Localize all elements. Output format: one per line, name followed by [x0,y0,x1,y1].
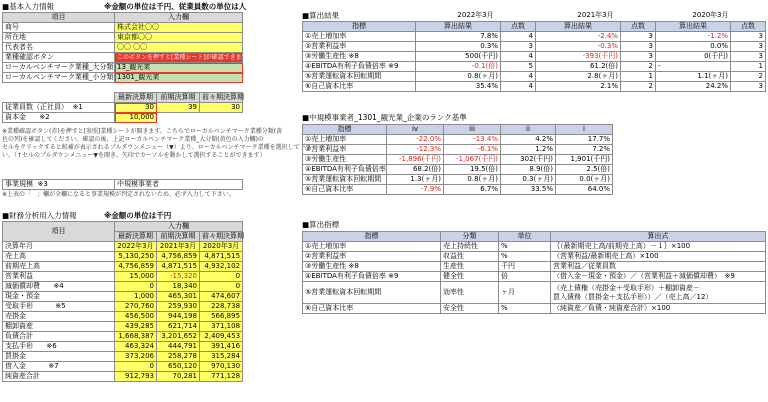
fin-cell[interactable]: 391,416 [200,342,243,352]
fin-row-inventory [3,322,243,332]
results-header-score: 点数 [501,21,536,31]
fin-period-prev2: 前々期決算期 [200,232,243,242]
industry-check-label: 業種確認ボタン [3,53,115,63]
fin-cell[interactable]: 771,128 [200,372,243,382]
bench-value: -1,067(千円) [444,155,501,165]
results-row-label: ②営業利益率 [303,41,416,51]
results-value: -1.2% [656,31,731,41]
fin-cell[interactable]: 650,120 [157,362,200,372]
bench-header-indicator: 指標 [303,125,387,135]
indicator-unit: ヶ月 [499,282,551,304]
results-row-sales-growth [303,31,766,41]
results-score: 3 [731,31,766,41]
blank-cell [3,93,115,103]
results-score: 4 [501,31,536,41]
results-score: 3 [621,41,656,51]
indicator-label: ②営業利益率 [303,252,441,262]
fin-cell[interactable]: 621,714 [157,322,200,332]
indicator-label: ⑥自己資本比率 [303,304,441,314]
fin-row-sales [3,252,243,262]
basic-header-item: 項目 [3,13,115,23]
representative-label: 代表者名 [3,43,115,53]
results-score: 3 [621,51,656,61]
bench-row [303,165,613,175]
fin-cell[interactable]: 258,278 [157,352,200,362]
fin-cell[interactable]: 4,756,859 [157,252,200,262]
indicator-row [303,242,766,252]
indicator-category: 生産性 [441,262,499,272]
bench-value: -13.4% [444,135,501,145]
fin-cell[interactable]: 2022年3月 [115,242,157,252]
results-score: 1 [621,71,656,81]
results-period-2022: 2022年3月 [457,11,494,20]
fin-period-latest: 最新決算期 [115,232,157,242]
indicator-formula: （営業利益/最新期売上高）×100 [551,252,766,262]
bench-value: 8.9(倍) [501,165,556,175]
bench-row-label: ②営業利益率 [303,145,387,155]
results-value: -0.1(倍) [416,61,501,71]
scale-note: ※上表の「 」欄が全欄になると事業規模が判定されないため、必ず入力して下さい。 [2,191,235,198]
instruction-line: 色の列)を確認してください。確認の後、上記ローカルベンチマーク業種_大分類(黄色の入力欄)の [2,136,264,143]
employees-label [3,103,115,113]
results-value: 0(千円) [656,51,731,61]
indicator-unit: 倍 [499,272,551,282]
results-score: 3 [731,51,766,61]
financial-input-table [2,221,243,382]
results-value: 24.2% [656,81,731,91]
fin-cell[interactable]: 0 [200,282,243,292]
blank-cell [303,11,416,21]
indicators-table [302,231,766,314]
results-value: 0.8(ヶ月) [416,71,501,81]
capital-mark: ※2 [39,113,50,121]
basic-header-input: 入力欄 [115,13,243,23]
indicator-label: ⑤営業運転資本回転期間 [303,282,441,304]
fin-cell[interactable]: 474,607 [200,292,243,302]
capital-input[interactable]: 10,000 [115,113,157,123]
results-score: 2 [621,61,656,71]
bench-value: 0.0(ヶ月) [556,175,613,185]
fin-cell[interactable]: 373,206 [115,352,157,362]
fin-cell[interactable]: 4,871,515 [200,252,243,262]
results-value: -0.3% [536,41,621,51]
results-row-ebitda [303,61,766,71]
bench-value: 68.2(倍) [387,165,444,175]
fin-period-prev: 前期決算期 [157,232,200,242]
results-row-working-capital [303,71,766,81]
industry-major-label: ローカルベンチマーク業種_大分類 [3,63,115,73]
results-period-2021: 2021年3月 [577,11,614,20]
fin-row-depreciation [3,282,243,292]
bench-value: 2.5(倍) [556,165,613,175]
bench-value: 17.7% [556,135,613,145]
industry-instructions [2,128,312,160]
results-score: 3 [731,81,766,91]
bench-row [303,135,613,145]
results-period-2020: 2020年3月 [692,11,729,20]
results-row-label: ③労働生産性 ※8 [303,51,416,61]
indicator-row [303,304,766,314]
fin-row-label [3,302,115,312]
indicators-section-title: ■算出指標 [302,220,340,229]
bench-row-label: ⑥自己資本比率 [303,185,387,195]
results-value: -393(千円) [536,51,621,61]
bench-value: 0.3(ヶ月) [501,175,556,185]
indicator-category: 安全性 [441,304,499,314]
fin-row-total-liabilities [3,332,243,342]
bench-row [303,185,613,195]
address-label: 所在地 [3,33,115,43]
industry-major-select[interactable]: 13_観光業 [115,63,243,73]
fin-row-label: 負債合計 [3,332,115,342]
results-table [302,11,766,92]
fin-header-input: 入力欄 [115,222,243,232]
results-value: 1.1(ヶ月) [656,71,731,81]
fin-cell[interactable]: 0 [200,272,243,282]
fin-cell[interactable]: 444,791 [157,342,200,352]
bench-value: 7.2% [556,145,613,155]
indicator-row [303,262,766,272]
fin-row-label: 前期売上高 [3,262,115,272]
indicator-formula-line: （売上債権（売掛金＋受取手形）＋棚卸資産－ [553,283,700,292]
employees-prev2-input[interactable]: 30 [200,103,243,113]
period-header-prev: 前期決算期 [157,93,200,103]
scale-value: 中規模事業者 [115,180,243,190]
results-score: 2 [731,71,766,81]
fin-header-item: 項目 [3,222,115,242]
results-header-value: 算出結果 [416,21,501,31]
results-value: 0.3% [416,41,501,51]
results-header-score: 点数 [731,21,766,31]
fin-row-fiscal-month [3,242,243,252]
fin-cell[interactable]: 18,340 [157,282,200,292]
indicator-formula: （純資産／負債・純資産合計）×100 [551,304,766,314]
results-score: 1 [731,61,766,71]
indicator-unit: % [499,304,551,314]
results-row-label: ④EBITDA有利子負債倍率 ※9 [303,61,416,71]
scale-mark: ※3 [37,180,48,188]
fin-row-mark: ※4 [53,282,64,290]
fin-cell[interactable]: 2,409,453 [200,332,243,342]
fin-cell[interactable]: 5,130,250 [115,252,157,262]
indicator-unit: 千円 [499,262,551,272]
instruction-line: ※業種確認ボタン(赤)を押すと[参照]業種シートが開きます。こちらでローカルベンチマーク業種分類(黄 [2,128,283,135]
fin-cell[interactable]: 3,201,652 [157,332,200,342]
basic-input-table [2,12,248,83]
fin-row-mark: ※5 [55,302,66,310]
period-header-prev2: 前々期決算期 [200,93,243,103]
bench-row-label: ③労働生産性 [303,155,387,165]
fin-cell[interactable]: 15,000 [115,272,157,282]
results-score: 4 [501,81,536,91]
bench-value: 1.3(ヶ月) [387,175,444,185]
fin-row-label: 売上高 [3,252,115,262]
bench-row [303,175,613,185]
fin-row-mark: ※6 [46,342,57,350]
bench-value: 64.0% [556,185,613,195]
results-score: 3 [501,41,536,51]
fin-cell[interactable]: 566,895 [200,312,243,322]
indicator-formula [551,282,766,304]
basic-period-table [2,92,243,123]
bench-section-title: ■中規模事業者_1301_観光業_企業のランク基準 [302,113,467,122]
results-value: 7.8% [416,31,501,41]
results-section-title: ■算出結果 [302,11,340,20]
fin-row-net-assets [3,372,243,382]
fin-cell[interactable]: 944,198 [157,312,200,322]
results-row-labor-productivity [303,51,766,61]
bench-rank-i: i [556,125,613,135]
results-score: 3 [731,41,766,51]
fin-row-notes-payable [3,342,243,352]
results-score: 3 [621,31,656,41]
fin-row-label [3,362,115,372]
indicator-unit: % [499,252,551,262]
results-score: 2 [621,81,656,91]
bench-value: -22.0% [387,135,444,145]
bench-row [303,155,613,165]
instruction-line: セルをクリックすると候補が表示されるプルダウンメニュー（▼）より、ローカルベンチマーク業種を選択して下さ [2,144,312,151]
representative-input[interactable]: 〇〇 〇〇 [115,43,243,53]
fin-cell[interactable]: 0 [115,362,157,372]
bench-value: -7.9% [387,185,444,195]
fin-row-label: 売掛金 [3,312,115,322]
bench-value: 19.5(倍) [444,165,501,175]
employees-latest-input[interactable]: 30 [115,103,157,113]
employees-mark: ※1 [72,103,83,111]
scale-label-text: 事業規模 [5,180,33,188]
fin-row-label [3,282,115,292]
results-row-label: ⑥自己資本比率 [303,81,416,91]
fin-cell[interactable]: 1,000 [115,292,157,302]
employees-label-text: 従業員数（正社員） [5,103,68,111]
indicator-formula: （借入金－現金・預金）／（営業利益＋減価償却費） ※9 [551,272,766,282]
results-row-operating-margin [303,41,766,51]
indicator-category: 健全性 [441,272,499,282]
fin-cell[interactable]: 439,285 [115,322,157,332]
indicator-unit: % [499,242,551,252]
blank-cell [200,113,243,123]
bench-rank-iv: iv [387,125,444,135]
indicator-category: 収益性 [441,252,499,262]
indicator-row [303,282,766,304]
fin-row-label-text: 支払手形 [5,342,33,350]
results-value: 0.0% [656,41,731,51]
fin-row-mark: ※7 [48,362,59,370]
results-score: 4 [501,51,536,61]
fin-row-label: 現金・預金 [3,292,115,302]
fin-cell[interactable]: 70,281 [157,372,200,382]
fin-cell[interactable]: 4,756,859 [115,262,157,272]
fin-cell[interactable]: 2021年3月 [157,242,200,252]
fin-cell[interactable]: 259,930 [157,302,200,312]
instruction-line: い。（↑セルのプルダウンメニュー▼を開き、矢印でカーソルを動かして選択することができます） [2,152,266,159]
fin-cell[interactable]: 463,324 [115,342,157,352]
scale-label [3,180,115,190]
results-header-score: 点数 [621,21,656,31]
bench-value: 0.8(ヶ月) [444,175,501,185]
fin-row-label-text: 減価償却費 [5,282,40,290]
fin-row-label: 決算年月 [3,242,115,252]
indicators-header-unit: 単位 [499,232,551,242]
industry-minor-label: ローカルベンチマーク業種_小分類 [3,73,115,83]
fin-row-label-text: 借入金 [5,362,26,370]
fin-cell[interactable]: 456,500 [115,312,157,322]
bench-table [302,124,613,195]
bench-value: 302(千円) [501,155,556,165]
fin-cell[interactable]: 4,932,102 [200,262,243,272]
indicator-formula: ｛（最新期売上高/前期売上高）－１｝×100 [551,242,766,252]
indicator-formula-line: 買入債務（買掛金＋支払手形））／（売上高／12） [553,292,713,301]
industry-minor-select[interactable]: 1301_観光業 [115,73,243,83]
fin-row-prev-sales [3,262,243,272]
employees-prev-input[interactable]: 39 [157,103,200,113]
indicator-row [303,252,766,262]
bench-value: -6.1% [444,145,501,155]
fin-cell[interactable]: 0 [115,282,157,292]
fin-cell[interactable]: 315,284 [200,352,243,362]
fin-unit-note: ※金額の単位は千円 [104,211,172,220]
bench-rank-iii: iii [444,125,501,135]
bench-value: 33.5% [501,185,556,195]
indicator-category: 効率性 [441,282,499,304]
bench-rank-ii: ii [501,125,556,135]
results-value: - [656,61,731,71]
indicators-header-formula: 算出式 [551,232,766,242]
results-score: 4 [501,71,536,81]
indicator-label: ④EBITDA有利子負債倍率 ※9 [303,272,441,282]
results-value: 35.4% [416,81,501,91]
indicators-header-indicator: 指標 [303,232,441,242]
trade-name-input[interactable]: 株式会社〇〇 [115,23,243,33]
results-header-value: 算出結果 [656,21,731,31]
indicators-header-category: 分類 [441,232,499,242]
fin-row-cash [3,292,243,302]
indicator-label: ①売上増加率 [303,242,441,252]
bench-row-label: ①売上増加率 [303,135,387,145]
results-header-value: 算出結果 [536,21,621,31]
fin-cell[interactable]: 465,301 [157,292,200,302]
bench-value: 1,901(千円) [556,155,613,165]
fin-cell[interactable]: 228,738 [200,302,243,312]
results-value: 2.8(ヶ月) [536,71,621,81]
results-score: 5 [501,61,536,71]
address-input[interactable]: 東京都〇〇 [115,33,243,43]
basic-section-title: ■基本入力情報 [2,2,55,11]
indicator-category: 売上持続性 [441,242,499,252]
business-scale-table [2,179,243,190]
period-header-latest: 最新決算期 [115,93,157,103]
fin-row-label: 営業利益 [3,272,115,282]
results-header-indicator: 指標 [303,21,416,31]
fin-cell[interactable]: 2020年3月 [200,242,243,252]
fin-row-notes-receivable [3,302,243,312]
bench-row-label: ④EBITDA有利子負債倍率 [303,165,387,175]
indicator-formula: 営業利益／従業員数 [551,262,766,272]
fin-cell[interactable]: 912,793 [115,372,157,382]
results-value: 500(千円) [416,51,501,61]
fin-row-label: 買掛金 [3,352,115,362]
fin-row-operating-profit [3,272,243,282]
basic-unit-note: ※金額の単位は千円、従業員数の単位は人 [104,2,247,11]
fin-row-borrowings [3,362,243,372]
fin-cell[interactable]: 371,108 [200,322,243,332]
fin-row-accounts-payable [3,352,243,362]
blank-cell [157,113,200,123]
industry-check-button[interactable]: このボタンを押すと[業種シート]が確認できます [115,53,243,63]
fin-row-label [3,342,115,352]
results-value: -2.4% [536,31,621,41]
results-row-equity-ratio [303,81,766,91]
fin-row-label: 棚卸資産 [3,322,115,332]
fin-cell[interactable]: 1,668,387 [115,332,157,342]
indicator-row [303,272,766,282]
bench-row-label: ⑤営業運転資本回転期間 [303,175,387,185]
indicator-label: ③労働生産性 ※8 [303,262,441,272]
bench-value: 4.2% [501,135,556,145]
results-row-label: ①売上増加率 [303,31,416,41]
fin-cell[interactable]: -15,320 [157,272,200,282]
fin-row-label: 純資産合計 [3,372,115,382]
bench-value: -1,896(千円) [387,155,444,165]
results-value: 61.2(倍) [536,61,621,71]
bench-value: -12.3% [387,145,444,155]
bench-row [303,145,613,155]
bench-value: 1.2% [501,145,556,155]
capital-label [3,113,115,123]
results-value: 2.1% [536,81,621,91]
trade-name-label: 商号 [3,23,115,33]
fin-cell[interactable]: 970,130 [200,362,243,372]
bench-value: 6.7% [444,185,501,195]
capital-label-text: 資本金 [5,113,26,121]
fin-cell[interactable]: 4,871,515 [157,262,200,272]
fin-section-title: ■財務分析用入力情報 [2,211,77,220]
results-row-label: ⑤営業運転資本回転期間 [303,71,416,81]
fin-cell[interactable]: 270,760 [115,302,157,312]
fin-row-accounts-receivable [3,312,243,322]
fin-row-label-text: 受取手形 [5,302,33,310]
